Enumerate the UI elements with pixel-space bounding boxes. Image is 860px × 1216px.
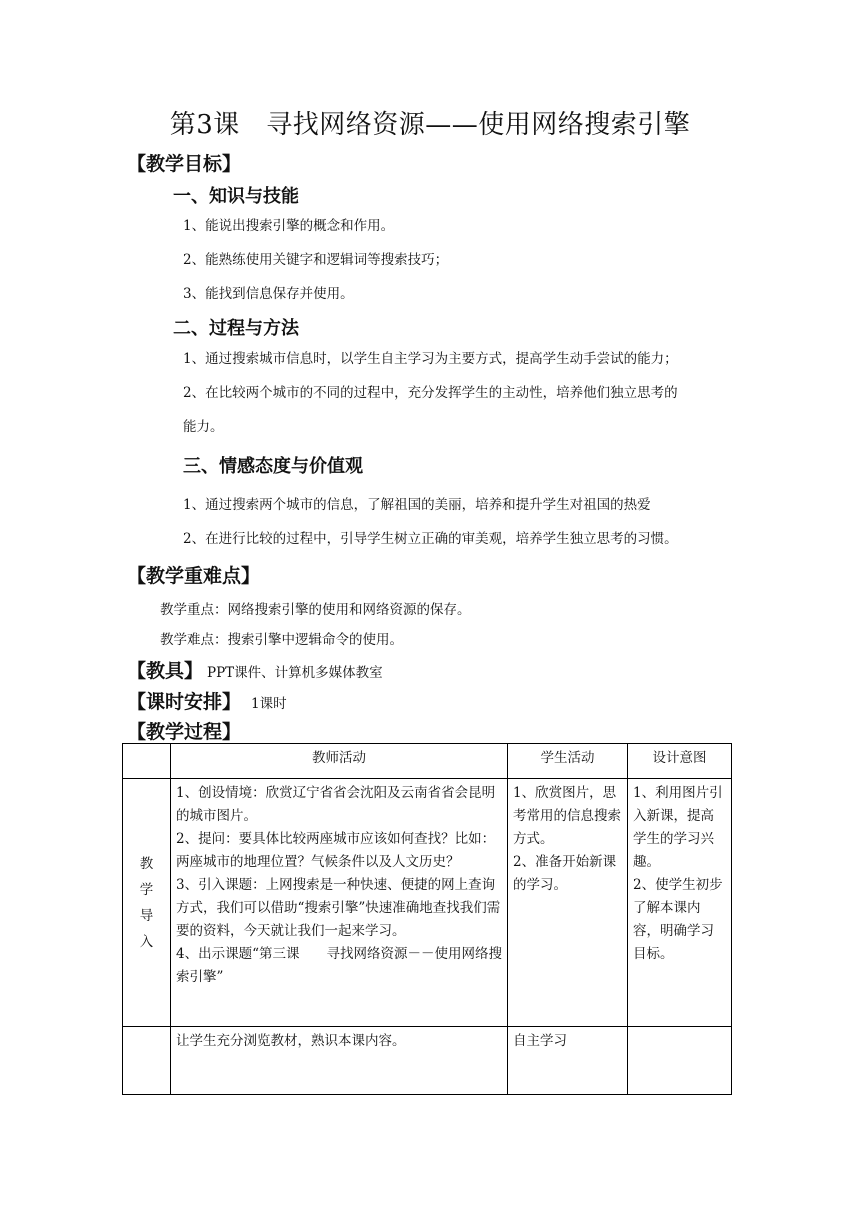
- stage-cell: [123, 1027, 171, 1095]
- process-item: 1、通过搜索城市信息时，以学生自主学习为主要方式，提高学生动手尝试的能力；: [183, 351, 678, 367]
- table-row: [123, 1027, 732, 1095]
- stage-cell: 教 学 导 入: [123, 779, 171, 1027]
- schedule-line: [127, 687, 287, 714]
- tools-text: PPT课件、计算机多媒体教室: [207, 665, 383, 681]
- process-item: 能力。: [183, 419, 224, 435]
- keypoints-heading: 【教学重难点】: [127, 565, 261, 587]
- table-header-row: [123, 744, 732, 779]
- emotion-values-heading: 三、情感态度与价值观: [183, 456, 363, 477]
- schedule-heading: 【课时安排】: [127, 691, 242, 713]
- teaching-focus: 教学重点：网络搜索引擎的使用和网络资源的保存。: [160, 602, 471, 618]
- emotion-item: 2、在进行比较的过程中，引导学生树立正确的审美观，培养学生独立思考的习惯。: [183, 531, 678, 547]
- knowledge-item: 1、能说出搜索引擎的概念和作用。: [183, 218, 395, 234]
- teaching-difficulty: 教学难点：搜索引擎中逻辑命令的使用。: [160, 632, 403, 648]
- student-activity-cell: 1、欣赏图片，思考常用的信息搜索方式。 2、准备开始新课的学习。: [508, 779, 628, 1027]
- teaching-goals-heading: 【教学目标】: [127, 153, 242, 175]
- header-cell: 设计意图: [628, 744, 732, 779]
- teacher-activity-cell: 1、创设情境：欣赏辽宁省省会沈阳及云南省省会昆明的城市图片。 2、提问：要具体比较两座城市应该如何查找？比如：两座城市的地理位置？气候条件以及人文历史？ 3、引入课题：上网搜索是一种快速、便捷的网上查询方式，我们可以借助“搜索引擎”快速准确地查找我们需要的资料，今天就让我们一起来学习。 4、出示课题“第三课 寻找网络资源－－使用网络搜索引擎”: [171, 779, 508, 1027]
- student-activity-cell: 自主学习: [508, 1027, 628, 1095]
- header-cell: [123, 744, 171, 779]
- teaching-process-heading: 【教学过程】: [127, 721, 242, 743]
- knowledge-item: 2、能熟练使用关键字和逻辑词等搜索技巧；: [183, 252, 449, 268]
- design-intent-cell: 1、利用图片引入新课，提高学生的学习兴趣。 2、使学生初步了解本课内容，明确学习目标。: [628, 779, 732, 1027]
- design-intent-cell: [628, 1027, 732, 1095]
- schedule-text: 1课时: [251, 696, 287, 712]
- header-cell: 学生活动: [508, 744, 628, 779]
- knowledge-skills-heading: 一、知识与技能: [173, 186, 299, 207]
- table-row: [123, 779, 732, 1027]
- header-cell: 教师活动: [171, 744, 508, 779]
- tools-line: [127, 656, 383, 683]
- teaching-process-table: [122, 743, 732, 1095]
- teacher-activity-cell: 让学生充分浏览教材，熟识本课内容。: [171, 1027, 508, 1095]
- tools-heading: 【教具】: [127, 660, 204, 682]
- knowledge-item: 3、能找到信息保存并使用。: [183, 286, 354, 302]
- process-item: 2、在比较两个城市的不同的过程中，充分发挥学生的主动性，培养他们独立思考的: [183, 385, 678, 401]
- process-method-heading: 二、过程与方法: [173, 318, 299, 339]
- emotion-item: 1、通过搜索两个城市的信息，了解祖国的美丽，培养和提升学生对祖国的热爱: [183, 497, 651, 513]
- page-title: 第3课 寻找网络资源——使用网络搜索引擎: [169, 110, 691, 140]
